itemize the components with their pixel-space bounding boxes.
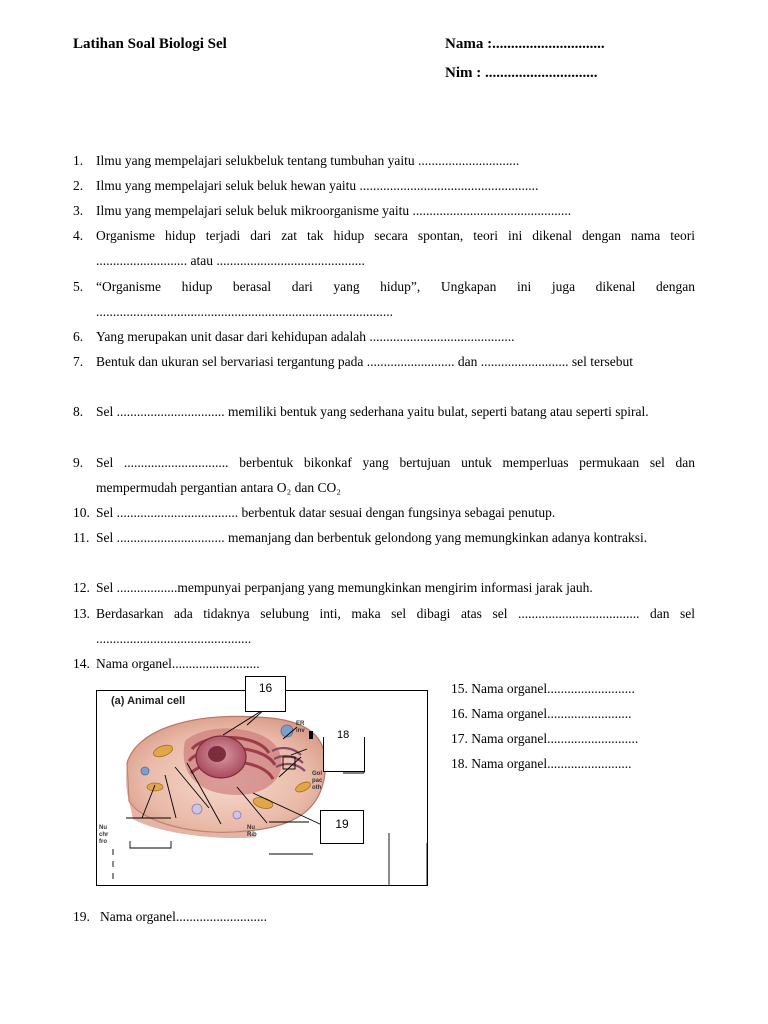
question-13	[73, 601, 695, 651]
question-text: Sel ................................ memanjang dan berbentuk gelondong yang memungkinkan adanya kontraksi.	[96, 530, 648, 545]
question-number: 11.	[73, 530, 90, 545]
question-number: 3.	[73, 203, 84, 218]
question-number: 18.	[451, 756, 468, 771]
question-text: Berdasarkan ada tidaknya selubung inti, maka sel dibagi atas sel .................................... dan sel ..............................................	[96, 606, 695, 646]
name-field: Nama :..............................	[445, 36, 605, 52]
animal-cell-figure	[96, 690, 428, 886]
question-text: Ilmu yang mempelajari seluk beluk hewan yaitu .....................................................	[96, 178, 539, 193]
label-fragment-golgi: Gol pac oth	[312, 771, 323, 791]
question-8	[73, 399, 695, 424]
question-text: Ilmu yang mempelajari selukbeluk tentang tumbuhan yaitu ..............................	[96, 153, 520, 168]
question-number: 15.	[451, 681, 468, 696]
question-15	[451, 681, 635, 697]
question-text: “Organisme hidup berasal dari yang hidup”, Ungkapan ini juga dikenal dengan ........................................................................................	[96, 279, 695, 319]
question-number: 19.	[73, 909, 90, 924]
question-text: Nama organel...........................	[100, 909, 267, 924]
question-text: Nama organel...........................	[471, 731, 639, 746]
question-number: 13.	[73, 606, 90, 621]
animal-cell-illustration	[97, 691, 427, 885]
question-18	[451, 756, 631, 772]
question-2	[73, 173, 695, 198]
question-number: 17.	[451, 731, 468, 746]
label-16-text: 16	[258, 681, 273, 695]
question-number: 1.	[73, 153, 84, 168]
label-box-18-partial	[323, 729, 365, 772]
label-19-text: 19	[335, 817, 349, 831]
label-fragment-center: Nu Rib	[247, 825, 257, 838]
question-14	[73, 651, 695, 676]
question-text: Organisme hidup terjadi dari zat tak hidup secara spontan, teori ini dikenal dengan nama teori ........................... atau ............................................	[96, 228, 695, 268]
question-9	[73, 450, 695, 500]
question-17	[451, 731, 638, 747]
question-10	[73, 500, 695, 525]
label-box-16	[245, 676, 286, 712]
label-fragment-top-right: ER inv	[296, 721, 305, 734]
question-text: Sel .................................... berbentuk datar sesuai dengan fungsinya sebagai penutup.	[96, 505, 556, 520]
nim-field: Nim : ..............................	[445, 65, 598, 81]
question-number: 8.	[73, 404, 84, 419]
question-text: Sel ............................... berbentuk bikonkaf yang bertujuan untuk memperluas permukaan sel dan mempermudah pergantian antara O₂ dan CO₂	[96, 455, 695, 495]
question-19	[73, 904, 695, 929]
question-text: Yang merupakan unit dasar dari kehidupan adalah ...........................................	[96, 329, 515, 344]
label-fragment-left: Nu chr fro	[99, 825, 109, 845]
question-text: Nama organel.........................	[471, 706, 632, 721]
question-12	[73, 575, 695, 600]
label-box-19	[320, 810, 364, 844]
question-number: 14.	[73, 656, 90, 671]
question-text: Nama organel..........................	[96, 656, 260, 671]
question-6	[73, 324, 695, 349]
question-number: 10.	[73, 505, 90, 520]
question-3	[73, 198, 695, 223]
question-1	[73, 148, 695, 173]
question-7	[73, 349, 695, 374]
question-5	[73, 274, 695, 324]
figure-title: (a) Animal cell	[111, 695, 186, 707]
question-number: 9.	[73, 455, 84, 470]
question-4	[73, 223, 695, 273]
question-text: Sel ................................ memiliki bentuk yang sederhana yaitu bulat, seperti batang atau seperti spiral.	[96, 404, 649, 419]
question-number: 16.	[451, 706, 468, 721]
label-18-text: 18	[337, 729, 350, 741]
question-text: Nama organel.........................	[471, 756, 632, 771]
question-text: Bentuk dan ukuran sel bervariasi tergantung pada .......................... dan .......................... sel tersebut	[96, 354, 634, 369]
question-text: Sel ..................mempunyai perpanjang yang memungkinkan mengirim informasi jarak jauh.	[96, 580, 593, 595]
question-number: 4.	[73, 228, 84, 243]
question-number: 2.	[73, 178, 84, 193]
question-text: Ilmu yang mempelajari seluk beluk mikroorganisme yaitu ...............................................	[96, 203, 572, 218]
question-number: 7.	[73, 354, 84, 369]
question-11	[73, 525, 695, 550]
question-number: 12.	[73, 580, 90, 595]
question-number: 6.	[73, 329, 84, 344]
question-16	[451, 706, 631, 722]
worksheet-title: Latihan Soal Biologi Sel	[73, 36, 227, 52]
question-text: Nama organel..........................	[471, 681, 635, 696]
question-number: 5.	[73, 279, 84, 294]
